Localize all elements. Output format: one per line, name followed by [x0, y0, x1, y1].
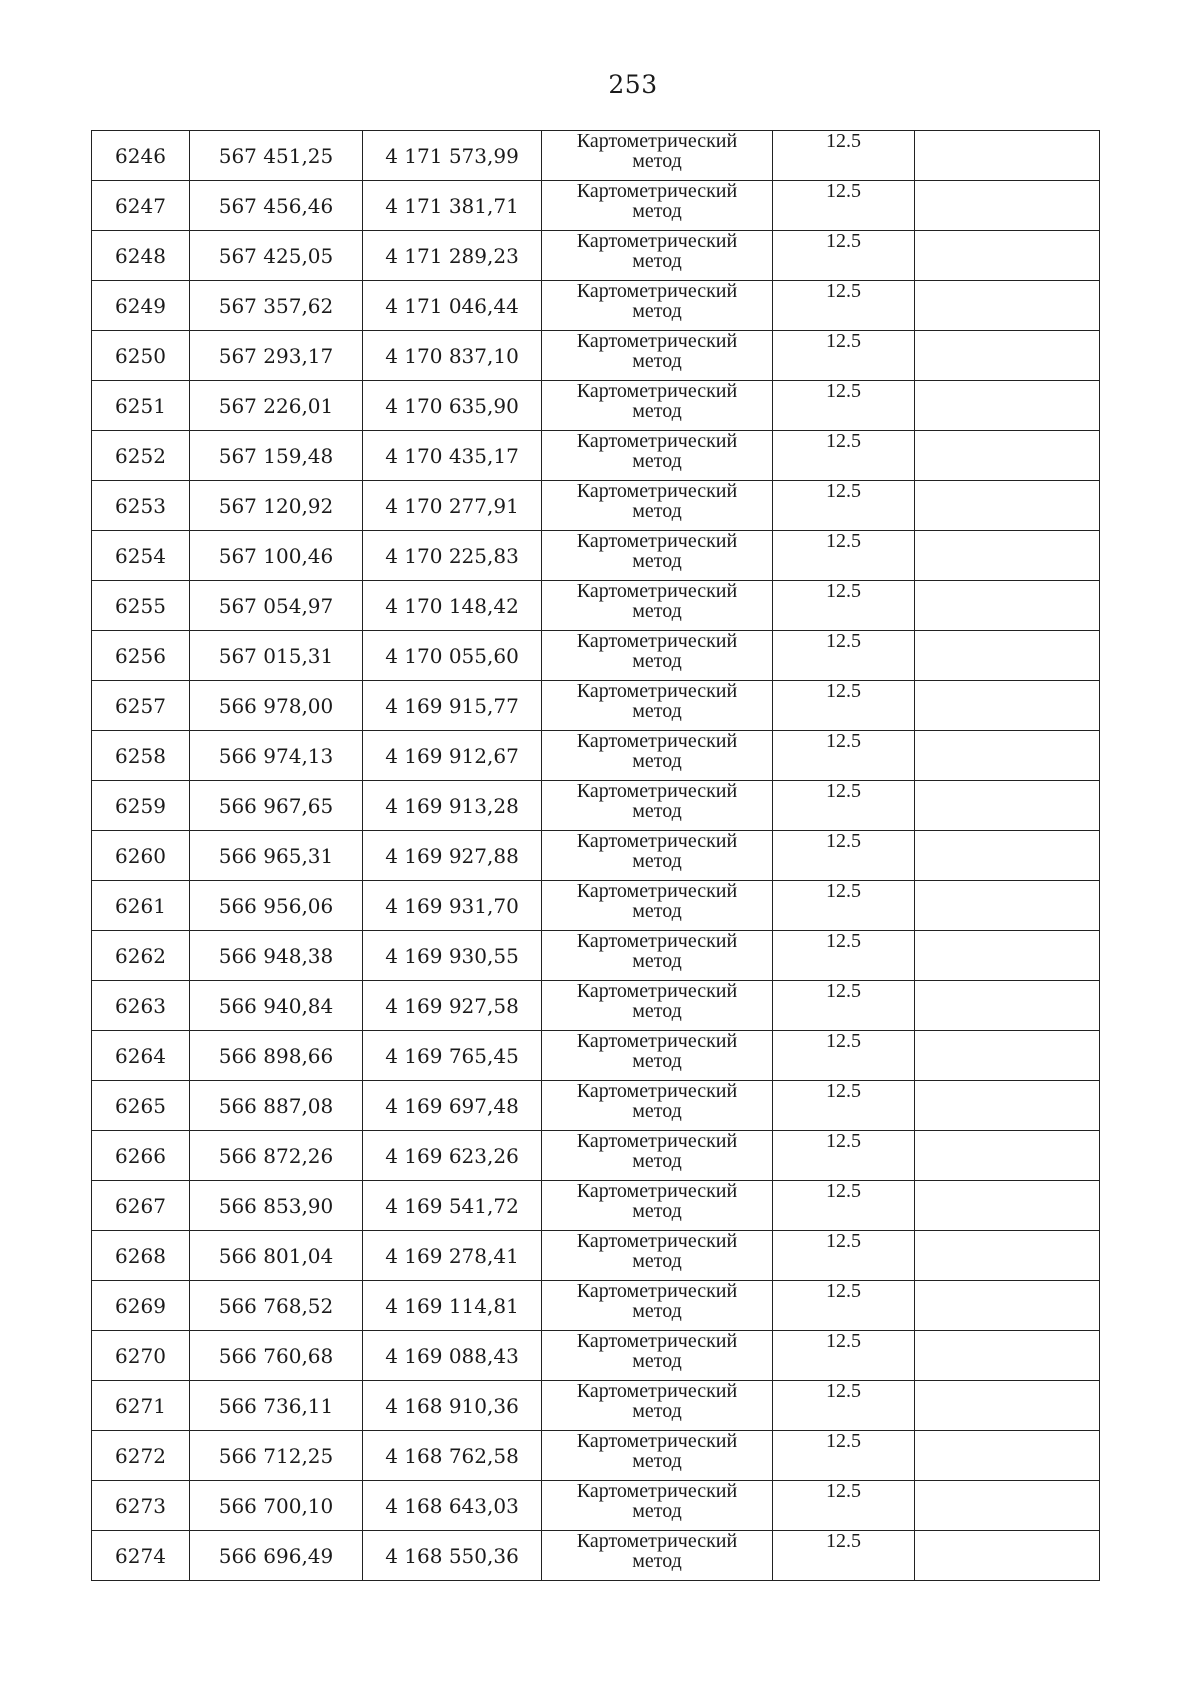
- table-row: [92, 1531, 1100, 1581]
- coordinate-y: 4 168 643,03: [363, 1481, 542, 1531]
- coordinate-x: 567 120,92: [190, 481, 363, 531]
- empty-cell: [915, 781, 1100, 831]
- coordinate-y: 4 169 927,88: [363, 831, 542, 881]
- coordinate-y: 4 169 912,67: [363, 731, 542, 781]
- method-line-2: метод: [632, 1550, 682, 1572]
- method-line-1: Картометрический: [576, 380, 738, 402]
- method-line-2: метод: [632, 1450, 682, 1472]
- point-number: 6249: [92, 281, 190, 331]
- accuracy-cell: 12.5: [773, 481, 915, 531]
- coordinate-x: 567 425,05: [190, 231, 363, 281]
- table-row: [92, 1381, 1100, 1431]
- accuracy-cell: 12.5: [773, 181, 915, 231]
- method-cell: [542, 231, 773, 281]
- coordinate-y: 4 171 573,99: [363, 131, 542, 181]
- method-line-2: метод: [632, 1300, 682, 1322]
- method-line-2: метод: [632, 900, 682, 922]
- method-line-2: метод: [632, 350, 682, 372]
- accuracy-cell: 12.5: [773, 381, 915, 431]
- method-line-1: Картометрический: [576, 180, 738, 202]
- method-cell: [542, 1431, 773, 1481]
- method-line-2: метод: [632, 1500, 682, 1522]
- accuracy-cell: 12.5: [773, 1281, 915, 1331]
- table-row: [92, 1081, 1100, 1131]
- method-line-2: метод: [632, 500, 682, 522]
- point-number: 6259: [92, 781, 190, 831]
- coordinate-x: 566 801,04: [190, 1231, 363, 1281]
- method-line-2: метод: [632, 450, 682, 472]
- method-line-2: метод: [632, 650, 682, 672]
- point-number: 6253: [92, 481, 190, 531]
- method-line-2: метод: [632, 750, 682, 772]
- accuracy-cell: 12.5: [773, 431, 915, 481]
- method-cell: [542, 1481, 773, 1531]
- empty-cell: [915, 381, 1100, 431]
- method-line-2: метод: [632, 400, 682, 422]
- method-cell: [542, 1131, 773, 1181]
- table-row: [92, 881, 1100, 931]
- method-cell: [542, 1281, 773, 1331]
- method-line-1: Картометрический: [576, 330, 738, 352]
- method-line-1: Картометрический: [576, 680, 738, 702]
- coordinate-y: 4 170 055,60: [363, 631, 542, 681]
- point-number: 6260: [92, 831, 190, 881]
- method-cell: [542, 581, 773, 631]
- point-number: 6264: [92, 1031, 190, 1081]
- accuracy-cell: 12.5: [773, 681, 915, 731]
- table-row: [92, 1331, 1100, 1381]
- method-line-1: Картометрический: [576, 1480, 738, 1502]
- empty-cell: [915, 631, 1100, 681]
- empty-cell: [915, 931, 1100, 981]
- table-row: [92, 1181, 1100, 1231]
- method-line-2: метод: [632, 1050, 682, 1072]
- coordinate-y: 4 171 381,71: [363, 181, 542, 231]
- empty-cell: [915, 1281, 1100, 1331]
- coordinate-y: 4 170 148,42: [363, 581, 542, 631]
- accuracy-cell: 12.5: [773, 1031, 915, 1081]
- coordinate-y: 4 169 541,72: [363, 1181, 542, 1231]
- empty-cell: [915, 281, 1100, 331]
- coordinate-y: 4 169 765,45: [363, 1031, 542, 1081]
- table-row: [92, 1481, 1100, 1531]
- coordinate-x: 566 974,13: [190, 731, 363, 781]
- empty-cell: [915, 681, 1100, 731]
- point-number: 6267: [92, 1181, 190, 1231]
- method-line-1: Картометрический: [576, 130, 738, 152]
- empty-cell: [915, 1381, 1100, 1431]
- method-cell: [542, 781, 773, 831]
- point-number: 6274: [92, 1531, 190, 1581]
- coordinate-y: 4 169 278,41: [363, 1231, 542, 1281]
- method-line-1: Картометрический: [576, 1180, 738, 1202]
- method-line-2: метод: [632, 1350, 682, 1372]
- coordinate-x: 566 712,25: [190, 1431, 363, 1481]
- point-number: 6256: [92, 631, 190, 681]
- method-line-1: Картометрический: [576, 880, 738, 902]
- table-row: [92, 981, 1100, 1031]
- method-line-1: Картометрический: [576, 1030, 738, 1052]
- method-cell: [542, 1231, 773, 1281]
- point-number: 6255: [92, 581, 190, 631]
- empty-cell: [915, 581, 1100, 631]
- empty-cell: [915, 1081, 1100, 1131]
- accuracy-cell: 12.5: [773, 1081, 915, 1131]
- method-line-1: Картометрический: [576, 430, 738, 452]
- empty-cell: [915, 181, 1100, 231]
- method-line-2: метод: [632, 950, 682, 972]
- point-number: 6261: [92, 881, 190, 931]
- point-number: 6254: [92, 531, 190, 581]
- method-line-2: метод: [632, 600, 682, 622]
- method-cell: [542, 1531, 773, 1581]
- method-cell: [542, 381, 773, 431]
- coordinate-y: 4 168 762,58: [363, 1431, 542, 1481]
- coordinate-x: 566 948,38: [190, 931, 363, 981]
- empty-cell: [915, 131, 1100, 181]
- accuracy-cell: 12.5: [773, 931, 915, 981]
- method-line-1: Картометрический: [576, 1280, 738, 1302]
- method-line-2: метод: [632, 150, 682, 172]
- coordinate-x: 566 887,08: [190, 1081, 363, 1131]
- method-line-1: Картометрический: [576, 230, 738, 252]
- table-row: [92, 231, 1100, 281]
- method-cell: [542, 881, 773, 931]
- accuracy-cell: 12.5: [773, 581, 915, 631]
- point-number: 6257: [92, 681, 190, 731]
- coordinate-y: 4 169 931,70: [363, 881, 542, 931]
- point-number: 6272: [92, 1431, 190, 1481]
- coordinate-y: 4 169 913,28: [363, 781, 542, 831]
- method-line-2: метод: [632, 1400, 682, 1422]
- empty-cell: [915, 1431, 1100, 1481]
- coordinate-y: 4 170 837,10: [363, 331, 542, 381]
- coordinate-x: 567 456,46: [190, 181, 363, 231]
- coordinate-y: 4 169 930,55: [363, 931, 542, 981]
- coordinate-x: 567 054,97: [190, 581, 363, 631]
- table-row: [92, 1131, 1100, 1181]
- point-number: 6250: [92, 331, 190, 381]
- method-line-1: Картометрический: [576, 480, 738, 502]
- empty-cell: [915, 731, 1100, 781]
- method-cell: [542, 1331, 773, 1381]
- table-row: [92, 531, 1100, 581]
- accuracy-cell: 12.5: [773, 131, 915, 181]
- method-cell: [542, 281, 773, 331]
- accuracy-cell: 12.5: [773, 1131, 915, 1181]
- table-row: [92, 1281, 1100, 1331]
- method-cell: [542, 1181, 773, 1231]
- empty-cell: [915, 1181, 1100, 1231]
- table-row: [92, 731, 1100, 781]
- method-line-1: Картометрический: [576, 580, 738, 602]
- table-row: [92, 431, 1100, 481]
- point-number: 6258: [92, 731, 190, 781]
- point-number: 6273: [92, 1481, 190, 1531]
- method-cell: [542, 1031, 773, 1081]
- point-number: 6269: [92, 1281, 190, 1331]
- method-cell: [542, 981, 773, 1031]
- coordinate-x: 567 015,31: [190, 631, 363, 681]
- coordinate-x: 566 872,26: [190, 1131, 363, 1181]
- coordinate-x: 566 940,84: [190, 981, 363, 1031]
- table-row: [92, 681, 1100, 731]
- coordinate-y: 4 169 623,26: [363, 1131, 542, 1181]
- method-line-1: Картометрический: [576, 1080, 738, 1102]
- method-line-2: метод: [632, 800, 682, 822]
- accuracy-cell: 12.5: [773, 731, 915, 781]
- method-line-2: метод: [632, 700, 682, 722]
- coordinate-x: 567 159,48: [190, 431, 363, 481]
- accuracy-cell: 12.5: [773, 281, 915, 331]
- accuracy-cell: 12.5: [773, 1481, 915, 1531]
- coordinate-x: 566 768,52: [190, 1281, 363, 1331]
- accuracy-cell: 12.5: [773, 981, 915, 1031]
- accuracy-cell: 12.5: [773, 1231, 915, 1281]
- method-cell: [542, 931, 773, 981]
- empty-cell: [915, 1231, 1100, 1281]
- accuracy-cell: 12.5: [773, 1331, 915, 1381]
- method-line-2: метод: [632, 550, 682, 572]
- method-line-1: Картометрический: [576, 830, 738, 852]
- point-number: 6247: [92, 181, 190, 231]
- coordinate-y: 4 169 114,81: [363, 1281, 542, 1331]
- coordinate-x: 566 967,65: [190, 781, 363, 831]
- coordinate-x: 566 700,10: [190, 1481, 363, 1531]
- table-row: [92, 481, 1100, 531]
- table-row: [92, 581, 1100, 631]
- coordinate-x: 566 853,90: [190, 1181, 363, 1231]
- coordinate-y: 4 169 088,43: [363, 1331, 542, 1381]
- coordinate-y: 4 170 277,91: [363, 481, 542, 531]
- method-line-2: метод: [632, 1100, 682, 1122]
- empty-cell: [915, 481, 1100, 531]
- method-line-2: метод: [632, 1150, 682, 1172]
- empty-cell: [915, 1481, 1100, 1531]
- accuracy-cell: 12.5: [773, 631, 915, 681]
- coordinate-y: 4 168 910,36: [363, 1381, 542, 1431]
- accuracy-cell: 12.5: [773, 1431, 915, 1481]
- point-number: 6252: [92, 431, 190, 481]
- method-line-2: метод: [632, 1200, 682, 1222]
- method-cell: [542, 481, 773, 531]
- coordinate-y: 4 168 550,36: [363, 1531, 542, 1581]
- method-cell: [542, 731, 773, 781]
- coordinate-y: 4 170 435,17: [363, 431, 542, 481]
- method-line-1: Картометрический: [576, 780, 738, 802]
- point-number: 6251: [92, 381, 190, 431]
- table-row: [92, 1231, 1100, 1281]
- method-cell: [542, 181, 773, 231]
- method-line-2: метод: [632, 1250, 682, 1272]
- method-line-1: Картометрический: [576, 730, 738, 752]
- point-number: 6265: [92, 1081, 190, 1131]
- table-row: [92, 631, 1100, 681]
- table-row: [92, 1431, 1100, 1481]
- method-line-1: Картометрический: [576, 630, 738, 652]
- empty-cell: [915, 881, 1100, 931]
- empty-cell: [915, 981, 1100, 1031]
- empty-cell: [915, 831, 1100, 881]
- point-number: 6248: [92, 231, 190, 281]
- method-line-2: метод: [632, 850, 682, 872]
- method-cell: [542, 681, 773, 731]
- coordinate-x: 567 451,25: [190, 131, 363, 181]
- method-cell: [542, 831, 773, 881]
- table-row: [92, 1031, 1100, 1081]
- coordinate-x: 567 357,62: [190, 281, 363, 331]
- coordinate-y: 4 170 635,90: [363, 381, 542, 431]
- empty-cell: [915, 231, 1100, 281]
- method-line-1: Картометрический: [576, 1430, 738, 1452]
- coordinate-x: 566 978,00: [190, 681, 363, 731]
- method-line-1: Картометрический: [576, 1230, 738, 1252]
- coordinates-table: [91, 130, 1100, 1581]
- table-row: [92, 331, 1100, 381]
- coordinate-x: 567 293,17: [190, 331, 363, 381]
- accuracy-cell: 12.5: [773, 331, 915, 381]
- coordinates-table-body: [92, 131, 1100, 1581]
- point-number: 6246: [92, 131, 190, 181]
- method-cell: [542, 431, 773, 481]
- empty-cell: [915, 1131, 1100, 1181]
- method-line-1: Картометрический: [576, 1530, 738, 1552]
- method-line-2: метод: [632, 300, 682, 322]
- table-row: [92, 181, 1100, 231]
- method-line-1: Картометрический: [576, 1130, 738, 1152]
- accuracy-cell: 12.5: [773, 831, 915, 881]
- method-line-1: Картометрический: [576, 1330, 738, 1352]
- coordinate-x: 566 696,49: [190, 1531, 363, 1581]
- coordinate-y: 4 170 225,83: [363, 531, 542, 581]
- point-number: 6268: [92, 1231, 190, 1281]
- table-row: [92, 381, 1100, 431]
- method-cell: [542, 131, 773, 181]
- table-row: [92, 281, 1100, 331]
- coordinate-x: 567 226,01: [190, 381, 363, 431]
- coordinate-y: 4 169 915,77: [363, 681, 542, 731]
- method-line-1: Картометрический: [576, 530, 738, 552]
- empty-cell: [915, 1531, 1100, 1581]
- empty-cell: [915, 331, 1100, 381]
- method-cell: [542, 1081, 773, 1131]
- point-number: 6270: [92, 1331, 190, 1381]
- coordinate-x: 567 100,46: [190, 531, 363, 581]
- accuracy-cell: 12.5: [773, 1181, 915, 1231]
- coordinate-y: 4 169 927,58: [363, 981, 542, 1031]
- table-row: [92, 931, 1100, 981]
- accuracy-cell: 12.5: [773, 781, 915, 831]
- method-line-1: Картометрический: [576, 930, 738, 952]
- method-cell: [542, 631, 773, 681]
- accuracy-cell: 12.5: [773, 231, 915, 281]
- coordinate-y: 4 171 046,44: [363, 281, 542, 331]
- method-line-2: метод: [632, 1000, 682, 1022]
- coordinate-x: 566 736,11: [190, 1381, 363, 1431]
- method-line-1: Картометрический: [576, 1380, 738, 1402]
- empty-cell: [915, 431, 1100, 481]
- accuracy-cell: 12.5: [773, 531, 915, 581]
- method-line-2: метод: [632, 250, 682, 272]
- method-cell: [542, 331, 773, 381]
- method-cell: [542, 1381, 773, 1431]
- point-number: 6263: [92, 981, 190, 1031]
- method-line-2: метод: [632, 200, 682, 222]
- coordinate-x: 566 965,31: [190, 831, 363, 881]
- empty-cell: [915, 531, 1100, 581]
- coordinate-x: 566 760,68: [190, 1331, 363, 1381]
- method-line-1: Картометрический: [576, 980, 738, 1002]
- accuracy-cell: 12.5: [773, 1531, 915, 1581]
- coordinate-x: 566 956,06: [190, 881, 363, 931]
- table-row: [92, 131, 1100, 181]
- empty-cell: [915, 1331, 1100, 1381]
- coordinate-x: 566 898,66: [190, 1031, 363, 1081]
- point-number: 6262: [92, 931, 190, 981]
- empty-cell: [915, 1031, 1100, 1081]
- accuracy-cell: 12.5: [773, 881, 915, 931]
- method-line-1: Картометрический: [576, 280, 738, 302]
- accuracy-cell: 12.5: [773, 1381, 915, 1431]
- point-number: 6266: [92, 1131, 190, 1181]
- page-number: 253: [608, 70, 658, 99]
- method-cell: [542, 531, 773, 581]
- table-row: [92, 781, 1100, 831]
- point-number: 6271: [92, 1381, 190, 1431]
- coordinate-y: 4 171 289,23: [363, 231, 542, 281]
- coordinate-y: 4 169 697,48: [363, 1081, 542, 1131]
- table-row: [92, 831, 1100, 881]
